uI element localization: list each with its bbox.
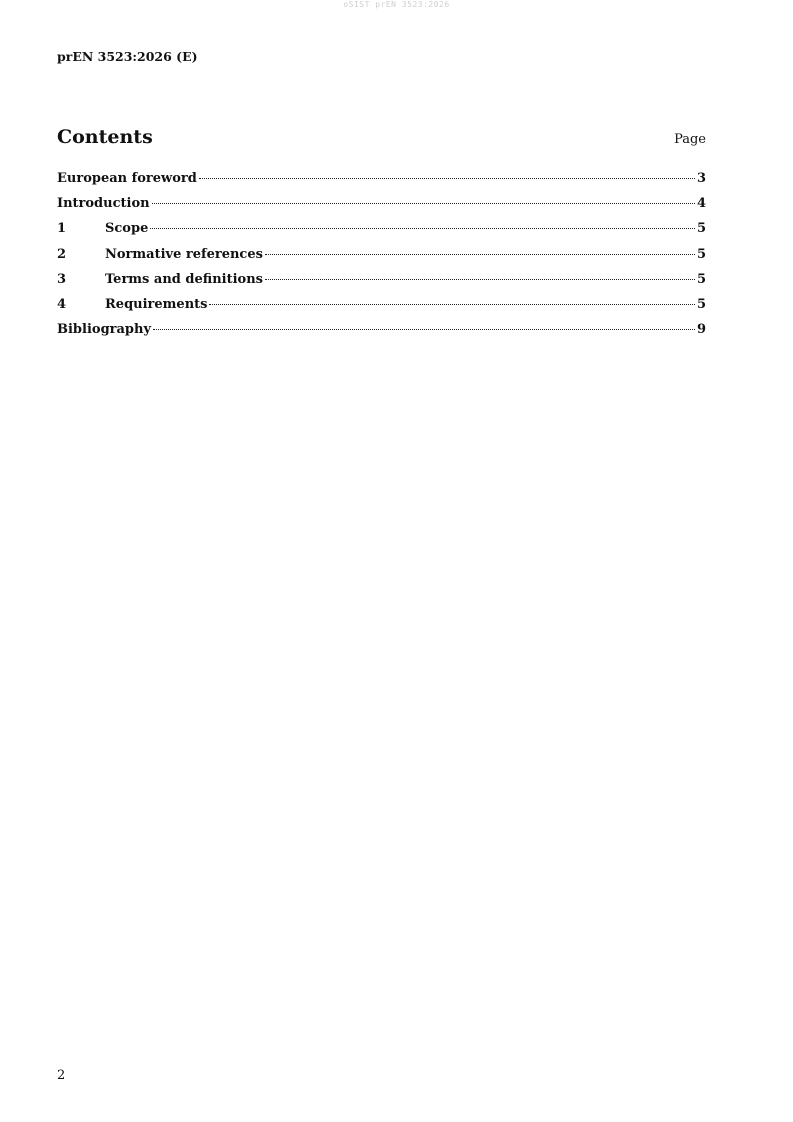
toc-entry-bibliography[interactable]	[57, 322, 706, 347]
toc-entry-page: 5	[696, 296, 706, 312]
toc-entry-title: European foreword	[57, 171, 197, 186]
toc-entry-page: 9	[696, 322, 706, 338]
toc-entry-title: Bibliography	[57, 322, 152, 338]
toc-entry-number: 1	[57, 221, 67, 237]
toc-entry-scope[interactable]	[57, 221, 706, 246]
dot-leader	[199, 178, 695, 179]
page-number: 2	[57, 1068, 66, 1083]
dot-leader	[265, 279, 695, 280]
contents-title: Contents	[57, 126, 153, 148]
toc-entry-page: 5	[696, 246, 706, 262]
toc-entry-page: 5	[696, 221, 706, 237]
toc-entry-introduction[interactable]	[57, 196, 706, 221]
toc-entry-normative-references[interactable]	[57, 247, 706, 272]
toc-entry-requirements[interactable]	[57, 297, 706, 322]
dot-leader	[209, 304, 694, 305]
table-of-contents	[57, 171, 706, 347]
page-column-label: Page	[674, 132, 706, 147]
toc-entry-title: Terms and definitions	[105, 271, 263, 287]
toc-entry-page: 3	[696, 171, 706, 186]
toc-entry-number: 4	[57, 296, 67, 312]
dot-leader	[150, 228, 695, 229]
contents-header	[57, 126, 706, 152]
toc-entry-title: Scope	[105, 221, 149, 237]
toc-entry-page: 5	[696, 271, 706, 287]
toc-entry-european-foreword[interactable]	[57, 171, 706, 196]
dot-leader	[152, 203, 695, 204]
toc-entry-page: 4	[696, 196, 706, 212]
toc-entry-number: 3	[57, 271, 67, 287]
toc-entry-title: Requirements	[105, 296, 208, 312]
toc-entry-title: Introduction	[57, 196, 150, 212]
document-identifier: prEN 3523:2026 (E)	[57, 49, 198, 64]
dot-leader	[153, 329, 695, 330]
dot-leader	[265, 254, 695, 255]
toc-entry-terms-and-definitions[interactable]	[57, 272, 706, 297]
watermark-text: oSIST prEN 3523:2026	[343, 0, 450, 9]
toc-entry-number: 2	[57, 246, 67, 262]
toc-entry-title: Normative references	[105, 246, 263, 262]
